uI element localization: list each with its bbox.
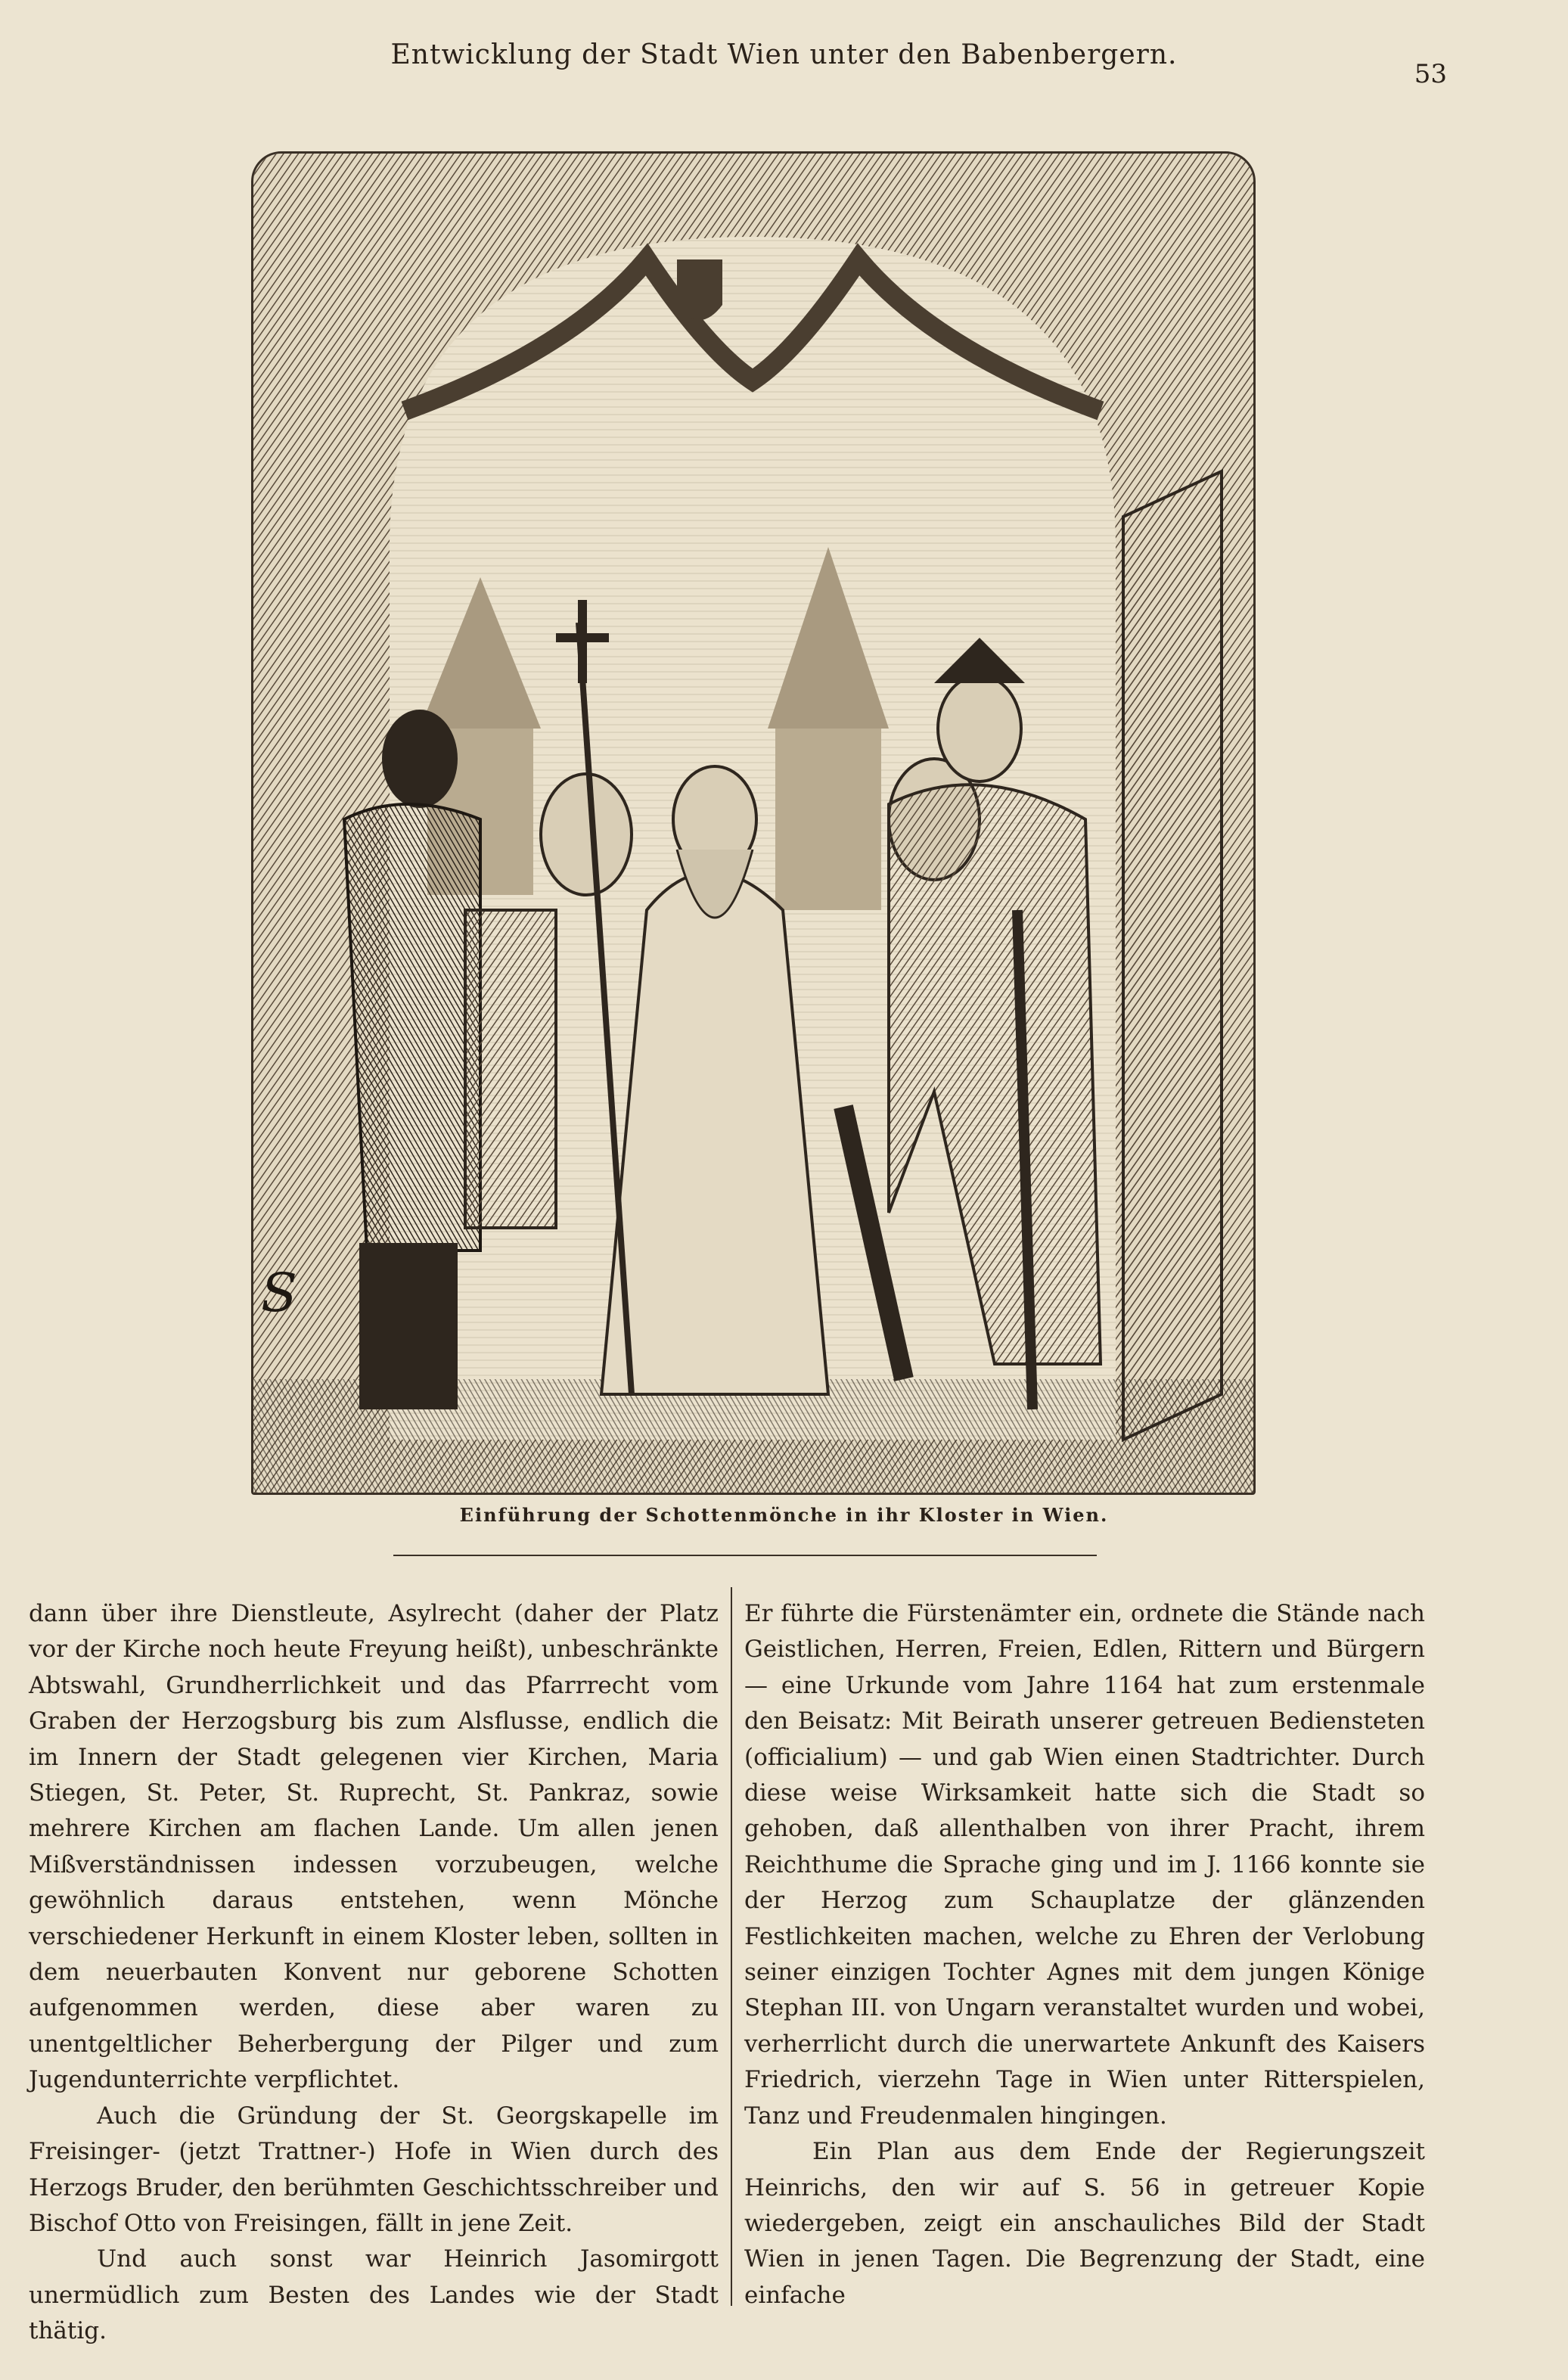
left-column: [29, 1596, 719, 2350]
caption-rule: [393, 1555, 1097, 1556]
artist-monogram: S: [261, 1262, 297, 1324]
engraving-illustration: [251, 151, 1256, 1495]
paragraph: Ein Plan aus dem Ende der Regierungszeit Heinrichs, den wir auf S. 56 in getreuer Kopie wiedergeben, zeigt ein anschauliches Bild der Stadt Wien in jenen Tagen. Die Begrenzung der Stadt, eine einfache: [744, 2138, 1425, 2309]
running-title: Entwicklung der Stadt Wien unter den Babenbergern.: [390, 39, 1178, 70]
right-column: [744, 1596, 1425, 2313]
illustration-caption: Einführung der Schottenmönche in ihr Kloster in Wien.: [459, 1504, 1109, 1526]
paragraph: Er führte die Fürstenämter ein, ordnete die Stände nach Geistlichen, Herren, Freien, Edlen, Rittern und Bürgern — eine Urkunde vom Jahre 1164 hat zum erstenmale den Beisatz: Mit Beirath unserer getreuen Bediensteten (officialium) — und gab Wien einen Stadtrichter. Durch diese weise Wirksamkeit hatte sich die Stadt so gehoben, daß allenthalben von ihrer Pracht, ihrem Reichthume die Sprache ging und im J. 1166 konnte sie der Herzog zum Schauplatze der glänzenden Festlichkeiten machen, welche zu Ehren der Verlobung seiner einzigen Tochter Agnes mit dem jungen Könige Stephan III. von Ungarn veranstaltet wurden und wobei, verherrlicht durch die unerwartete Ankunft des Kaisers Friedrich, vierzehn Tage in Wien unter Ritterspielen, Tanz und Freudenmalen hingingen.: [744, 1600, 1425, 2130]
engraving-image: [253, 154, 1253, 1493]
paragraph: Auch die Gründung der St. Georgskapelle im Freisinger- (jetzt Trattner-) Hofe in Wien durch des Herzogs Bruder, den berühmten Geschichtsschreiber und Bischof Otto von Freisingen, fällt in jene Zeit.: [29, 2102, 719, 2237]
column-separator: [731, 1587, 732, 2306]
paragraph: dann über ihre Dienstleute, Asylrecht (daher der Platz vor der Kirche noch heute Freyung heißt), unbeschränkte Abtswahl, Grundherrlichkeit und das Pfarrrecht vom Graben der Herzogsburg bis zum Alsflusse, endlich die im Innern der Stadt gelegenen vier Kirchen, Maria Stiegen, St. Peter, St. Ruprecht, St. Pankraz, sowie mehrere Kirchen am flachen Lande. Um allen jenen Mißverständnissen indessen vorzubeugen, welche gewöhnlich daraus entstehen, wenn Mönche verschiedener Herkunft in einem Kloster leben, sollten in dem neuerbauten Konvent nur geborene Schotten aufgenommen werden, diese aber waren zu unentgeltlicher Beherbergung der Pilger und zum Jugendunterrichte verpflichtet.: [29, 1600, 719, 2094]
page-number: 53: [1414, 59, 1447, 89]
paragraph: Und auch sonst war Heinrich Jasomirgott unermüdlich zum Besten des Landes wie der Stadt thätig.: [29, 2245, 719, 2345]
